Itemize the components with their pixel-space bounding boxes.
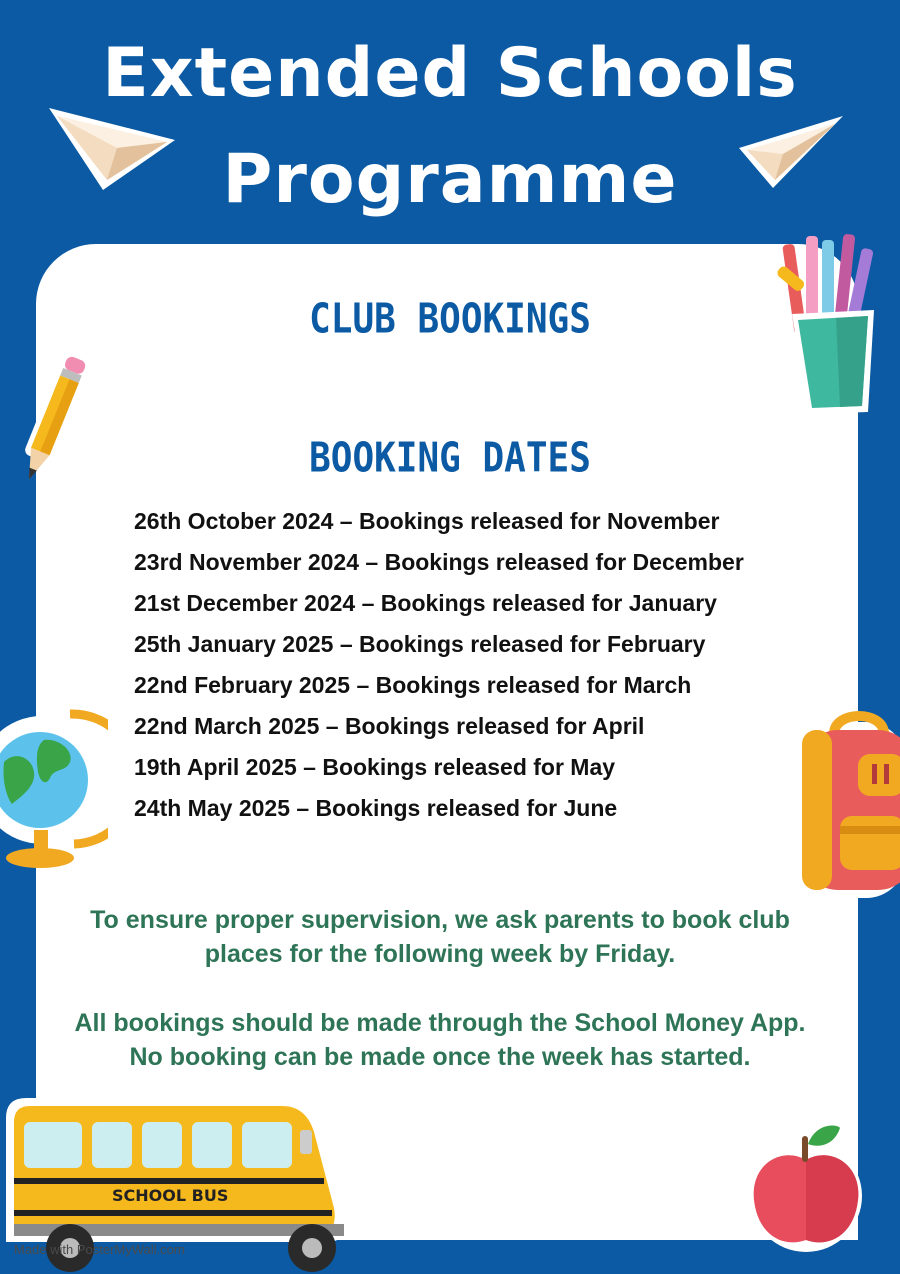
watermark: Made with PosterMyWall.com (14, 1242, 185, 1257)
poster-title-line2: Programme (222, 140, 678, 219)
booking-date-item: 21st December 2024 – Bookings released for January (134, 590, 717, 616)
pencil-cup-icon (770, 226, 888, 418)
club-bookings-heading: CLUB BOOKINGS (309, 295, 591, 343)
apple-icon (744, 1118, 868, 1252)
poster-title-line1: Extended Schools (102, 34, 798, 113)
booking-date-item: 19th April 2025 – Bookings released for May (134, 754, 616, 780)
booking-date-item: 22nd March 2025 – Bookings released for April (134, 713, 645, 739)
booking-app-note: All bookings should be made through the School Money App. No booking can be made once the week has started. (74, 1009, 806, 1071)
supervision-note: To ensure proper supervision, we ask parents to book club places for the following week by Friday. (90, 906, 790, 968)
backpack-icon (788, 704, 900, 900)
paper-plane-icon (45, 100, 180, 195)
booking-dates-list (134, 505, 744, 833)
booking-date-item: 24th May 2025 – Bookings released for June (134, 795, 618, 821)
school-bus-label: SCHOOL BUS (112, 1186, 229, 1205)
pencil-icon (12, 344, 94, 496)
booking-date-item: 23rd November 2024 – Bookings released for December (134, 549, 744, 575)
booking-date-item: 22nd February 2025 – Bookings released for March (134, 672, 692, 698)
booking-date-item: 26th October 2024 – Bookings released for November (134, 508, 720, 534)
booking-dates-heading: BOOKING DATES (309, 434, 591, 482)
booking-date-item: 25th January 2025 – Bookings released for February (134, 631, 706, 657)
paper-plane-icon (735, 112, 847, 192)
globe-icon (0, 700, 108, 878)
